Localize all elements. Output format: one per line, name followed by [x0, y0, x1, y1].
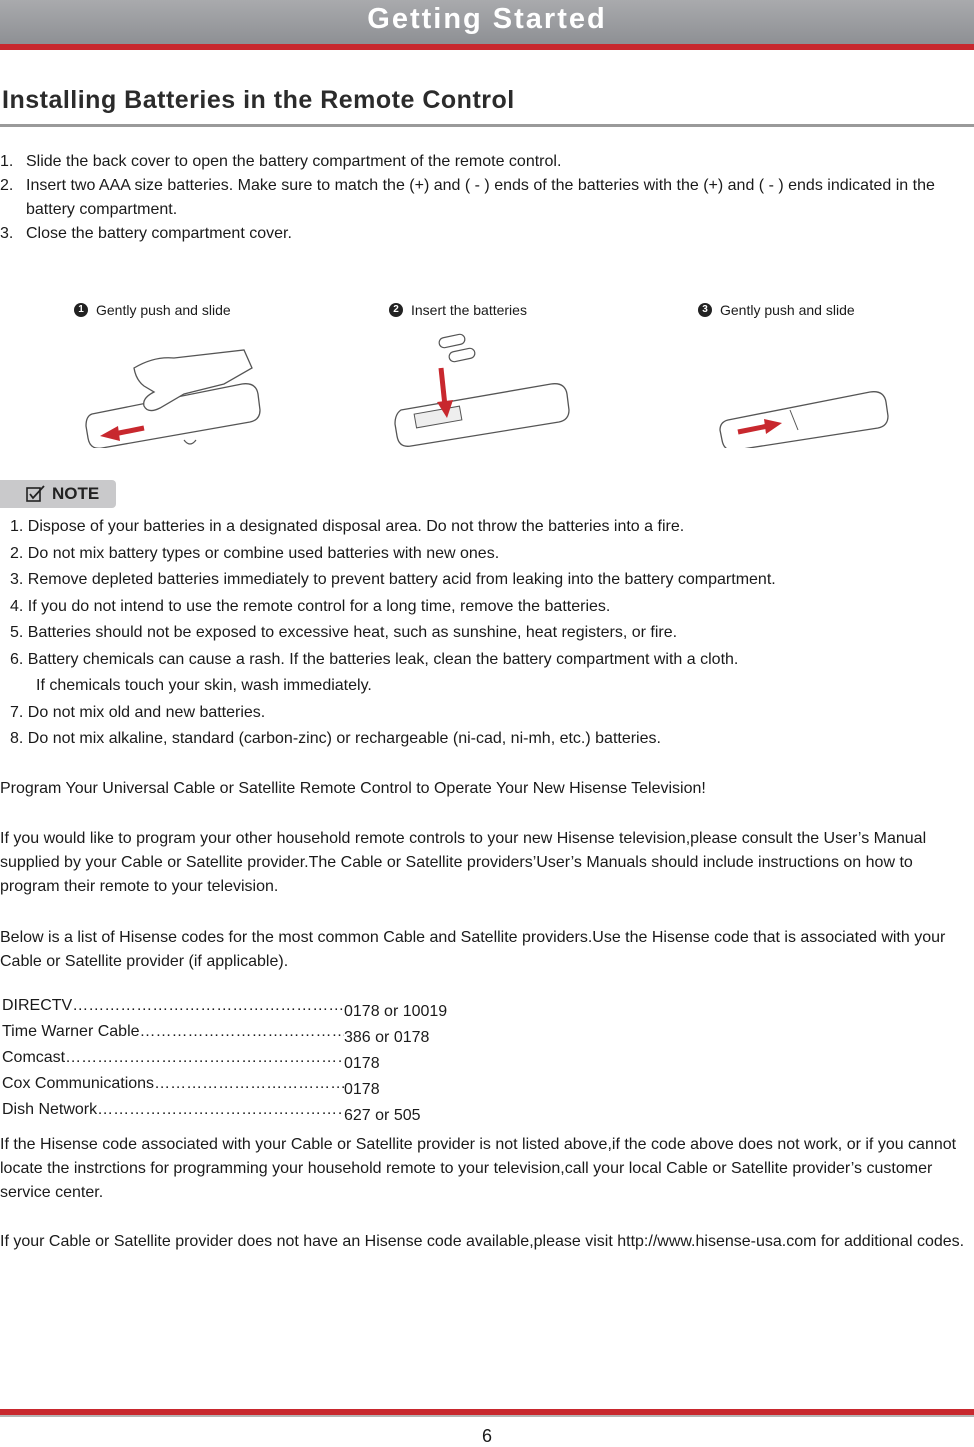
- page-number: 6: [481, 1426, 492, 1446]
- note-item: 7. Do not mix old and new batteries.: [10, 703, 266, 721]
- provider-code: 0178: [344, 1081, 380, 1098]
- note-item: 5. Batteries should not be exposed to excessive heat, such as sunshine, heat registers, or fire.: [10, 624, 678, 641]
- provider-codes-list: [2, 996, 447, 1126]
- note-item: 3. Remove depleted batteries immediately to prevent battery acid from leaking into the battery compartment.: [10, 571, 776, 588]
- provider-code-row: [2, 996, 447, 1022]
- illustration-label: Gently push and slide: [720, 302, 855, 318]
- remote-cover-close-icon: [698, 328, 898, 448]
- provider-code: 0178 or 10019: [344, 1003, 448, 1020]
- visit-paragraph: If your Cable or Satellite provider does not have an Hisense code available,please visit http://www.hisense-usa.com for additional codes.: [0, 1233, 965, 1250]
- provider-name: Time Warner Cable …………………………………………………………………………………: [2, 1022, 344, 1042]
- provider-code: 386 or 0178: [344, 1029, 430, 1046]
- not-listed-paragraph: If the Hisense code associated with your Cable or Satellite provider is not listed above,if the code above does not work, or if you cannot locate the instrctions for programming your household remote to your television,call your local Cable or Satellite provider’s customer service center.: [0, 1136, 957, 1201]
- title-divider: [0, 124, 974, 127]
- install-step: 3. Close the battery compartment cover.: [0, 225, 292, 242]
- install-step: 2. Insert two AAA size batteries. Make sure to match the (+) and ( - ) ends of the batteries with the (+) and ( - ) ends indicated in the battery compartment.: [0, 177, 935, 218]
- provider-code-row: [2, 1048, 447, 1074]
- note-label: NOTE: [52, 484, 100, 503]
- provider-name: Cox Communications …………………………………………………………………………………: [2, 1074, 344, 1094]
- header-accent-line: [0, 44, 974, 50]
- section-title: Installing Batteries in the Remote Control: [2, 86, 515, 114]
- provider-name: Comcast …………………………………………………………………………………: [2, 1048, 344, 1068]
- page-header-title: Getting Started: [367, 3, 607, 35]
- remote-hand-slide-icon: [74, 328, 274, 448]
- note-item: 4. If you do not intend to use the remote control for a long time, remove the batteries.: [10, 597, 611, 615]
- illustration-open-cover: [74, 300, 334, 450]
- battery-insert-icon: [389, 328, 579, 448]
- provider-code: 627 or 505: [344, 1107, 421, 1124]
- step-badge: 3: [698, 303, 712, 317]
- provider-name: DIRECTV …………………………………………………………………………………: [2, 996, 344, 1016]
- note-item: 1. Dispose of your batteries in a designated disposal area. Do not throw the batteries into a fire.: [10, 518, 685, 535]
- note-item: 2. Do not mix battery types or combine used batteries with new ones.: [10, 544, 500, 562]
- illustration-insert-batteries: [389, 300, 649, 450]
- provider-code: 0178: [344, 1055, 380, 1072]
- provider-code-row: [2, 1022, 447, 1048]
- illustration-close-cover: [698, 300, 958, 450]
- note-item-continuation: If chemicals touch your skin, wash immediately.: [36, 677, 372, 694]
- step-badge: 2: [389, 303, 403, 317]
- step-badge: 1: [74, 303, 88, 317]
- provider-code-row: [2, 1100, 447, 1126]
- note-item: 6. Battery chemicals can cause a rash. If the batteries leak, clean the battery compartment with a cloth.: [10, 650, 739, 668]
- footer-divider: [0, 1415, 974, 1417]
- provider-name: Dish Network …………………………………………………………………………………: [2, 1100, 344, 1120]
- note-tab: [0, 480, 116, 508]
- notes-list: [10, 514, 776, 753]
- install-step: 1. Slide the back cover to open the battery compartment of the remote control.: [0, 153, 562, 170]
- install-steps-list: [0, 150, 966, 246]
- list-intro-paragraph: Below is a list of Hisense codes for the most common Cable and Satellite providers.Use the Hisense code that is associated with your Cable or Satellite provider (if applicable).: [0, 929, 946, 970]
- illustration-label: Insert the batteries: [411, 302, 527, 318]
- consult-paragraph: If you would like to program your other household remote controls to your new Hisense television,please consult the User’s Manual supplied by your Cable or Satellite provider.The Cable or Satellite providers’User’s Manuals should include instructions on how to program their remote to your television.: [0, 830, 927, 895]
- checkbox-note-icon: [26, 485, 46, 503]
- illustration-label: Gently push and slide: [96, 302, 231, 318]
- program-heading: Program Your Universal Cable or Satellite Remote Control to Operate Your New Hisense Television!: [0, 780, 706, 797]
- note-item: 8. Do not mix alkaline, standard (carbon-zinc) or rechargeable (ni-cad, ni-mh, etc.) batteries.: [10, 730, 661, 747]
- provider-code-row: [2, 1074, 447, 1100]
